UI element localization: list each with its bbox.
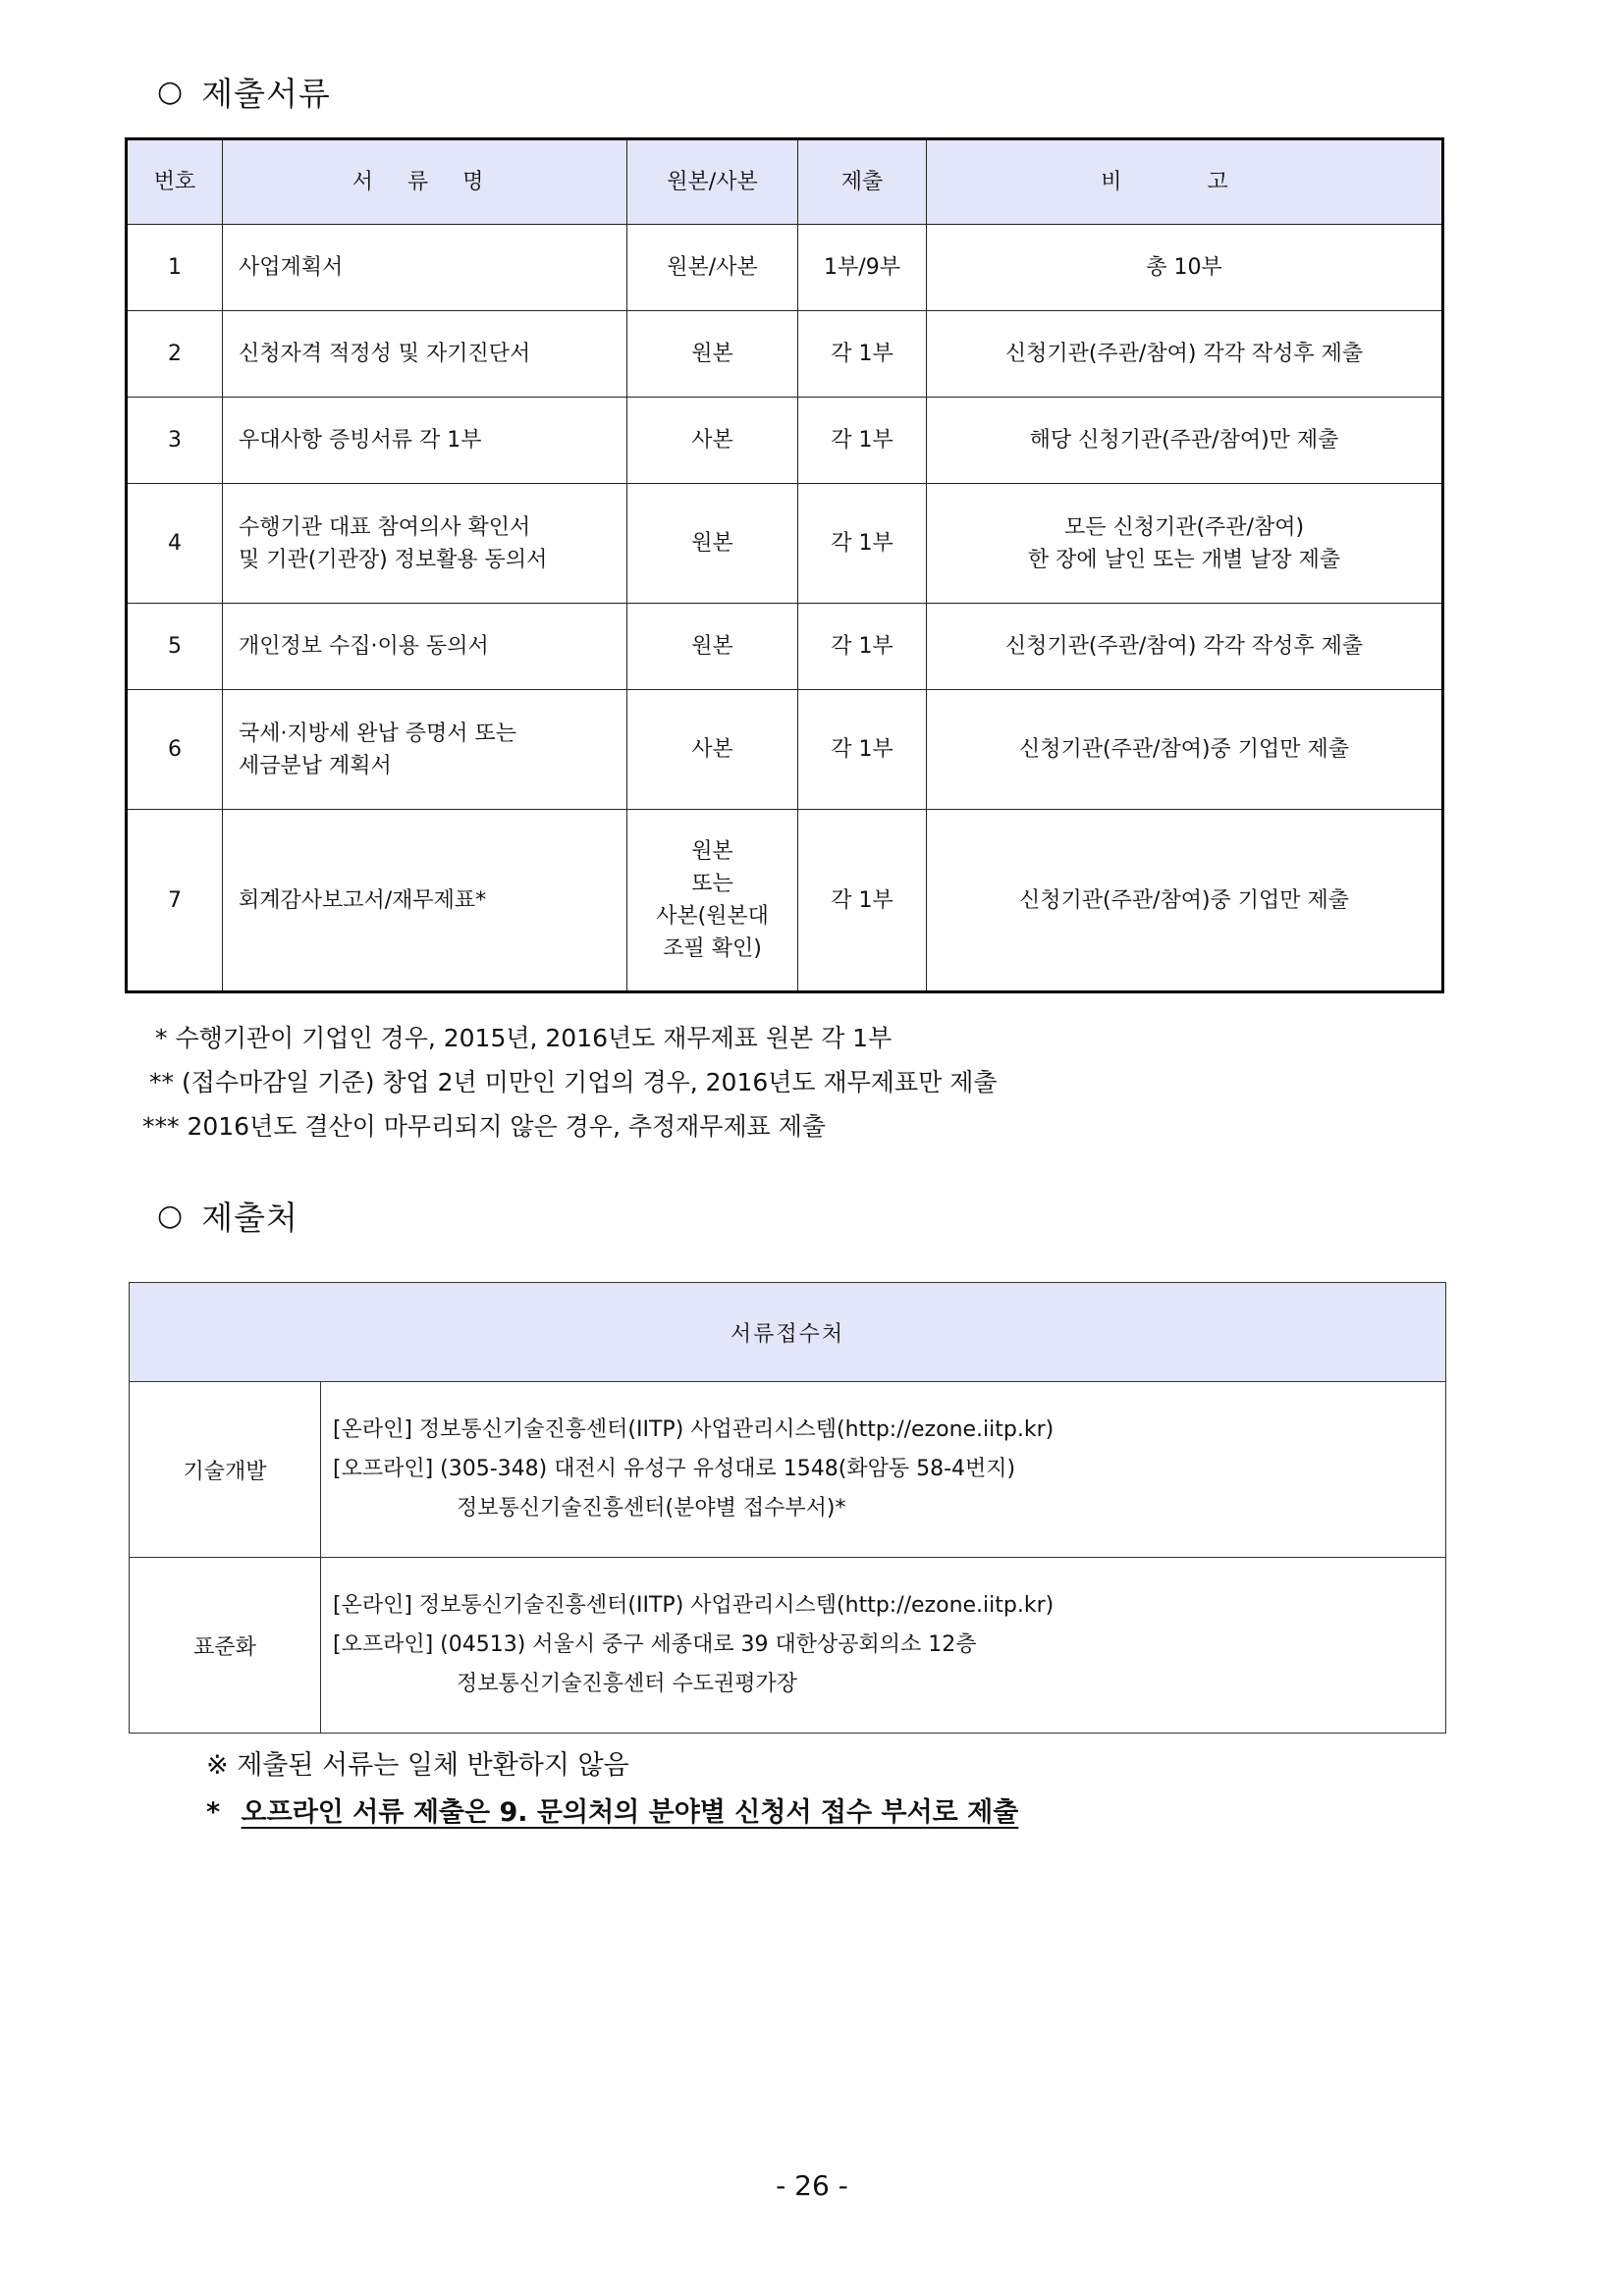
row-type: 원본 또는 사본(원본대 조필 확인) bbox=[627, 810, 798, 992]
table-row bbox=[130, 1558, 1446, 1734]
section-heading-destination bbox=[157, 1193, 298, 1239]
row-count: 각 1부 bbox=[798, 398, 927, 484]
documents-table bbox=[125, 137, 1444, 993]
row-count: 각 1부 bbox=[798, 604, 927, 690]
header-type: 원본/사본 bbox=[627, 139, 798, 225]
circle-bullet-icon: ○ bbox=[157, 1199, 185, 1233]
row-note: 모든 신청기관(주관/참여) 한 장에 날인 또는 개별 날장 제출 bbox=[927, 484, 1443, 604]
section-title: 제출서류 bbox=[201, 75, 331, 113]
row-name: 우대사항 증빙서류 각 1부 bbox=[223, 398, 627, 484]
row-count: 각 1부 bbox=[798, 311, 927, 398]
table-header-row bbox=[127, 139, 1443, 225]
row-no: 5 bbox=[127, 604, 223, 690]
row-count: 각 1부 bbox=[798, 690, 927, 810]
row-name: 수행기관 대표 참여의사 확인서 및 기관(기관장) 정보활용 동의서 bbox=[223, 484, 627, 604]
header-name: 서 류 명 bbox=[223, 139, 627, 225]
note-line: * 수행기관이 기업인 경우, 2015년, 2016년도 재무제표 원본 각 1부 bbox=[155, 1024, 893, 1052]
section-title: 제출처 bbox=[201, 1199, 298, 1237]
table-notes bbox=[142, 1016, 998, 1148]
section-heading-documents bbox=[157, 69, 331, 115]
header-count: 제출 bbox=[798, 139, 927, 225]
row-type: 사본 bbox=[627, 690, 798, 810]
row-type: 원본 bbox=[627, 484, 798, 604]
category-label: 기술개발 bbox=[130, 1382, 321, 1558]
table-header-row bbox=[130, 1283, 1446, 1382]
row-no: 4 bbox=[127, 484, 223, 604]
row-type: 원본/사본 bbox=[627, 225, 798, 311]
row-type: 사본 bbox=[627, 398, 798, 484]
submission-destination-table bbox=[129, 1282, 1446, 1734]
page-number: - 26 - bbox=[776, 2169, 848, 2202]
table-row bbox=[127, 690, 1443, 810]
destination-lines: [온라인] 정보통신기술진흥센터(IITP) 사업관리시스템(http://ezone.iitp.kr) [오프라인] (305-348) 대전시 유성구 유성대로 1548(화암동 58-4번지) 정보통신기술진흥센터(분야별 접수부서)* bbox=[321, 1382, 1446, 1558]
footnotes bbox=[206, 1742, 1018, 1837]
row-note: 총 10부 bbox=[927, 225, 1443, 311]
header-no: 번호 bbox=[127, 139, 223, 225]
row-no: 6 bbox=[127, 690, 223, 810]
category-label: 표준화 bbox=[130, 1558, 321, 1734]
table-row bbox=[127, 810, 1443, 992]
note-line: ** (접수마감일 기준) 창업 2년 미만인 기업의 경우, 2016년도 재무제표만 제출 bbox=[149, 1068, 998, 1096]
table-row bbox=[127, 225, 1443, 311]
row-type: 원본 bbox=[627, 311, 798, 398]
row-count: 각 1부 bbox=[798, 484, 927, 604]
table-row bbox=[127, 484, 1443, 604]
footnote-offline-submission bbox=[206, 1789, 1018, 1837]
table-row bbox=[127, 311, 1443, 398]
row-no: 3 bbox=[127, 398, 223, 484]
asterisk-mark: * bbox=[206, 1797, 221, 1828]
footnote-offline-text: 오프라인 서류 제출은 9. 문의처의 분야별 신청서 접수 부서로 제출 bbox=[241, 1797, 1019, 1828]
header-destination: 서류접수처 bbox=[130, 1283, 1446, 1382]
row-count: 각 1부 bbox=[798, 810, 927, 992]
row-note: 신청기관(주관/참여)중 기업만 제출 bbox=[927, 810, 1443, 992]
destination-lines: [온라인] 정보통신기술진흥센터(IITP) 사업관리시스템(http://ezone.iitp.kr) [오프라인] (04513) 서울시 중구 세종대로 39 대한상공회의소 12층 정보통신기술진흥센터 수도권평가장 bbox=[321, 1558, 1446, 1734]
table-row bbox=[130, 1382, 1446, 1558]
row-no: 1 bbox=[127, 225, 223, 311]
row-type: 원본 bbox=[627, 604, 798, 690]
row-note: 신청기관(주관/참여)중 기업만 제출 bbox=[927, 690, 1443, 810]
note-line: *** 2016년도 결산이 마무리되지 않은 경우, 추정재무제표 제출 bbox=[142, 1112, 826, 1141]
row-no: 7 bbox=[127, 810, 223, 992]
row-note: 해당 신청기관(주관/참여)만 제출 bbox=[927, 398, 1443, 484]
row-note: 신청기관(주관/참여) 각각 작성후 제출 bbox=[927, 311, 1443, 398]
row-count: 1부/9부 bbox=[798, 225, 927, 311]
table-row bbox=[127, 398, 1443, 484]
header-note: 비 고 bbox=[927, 139, 1443, 225]
table-row bbox=[127, 604, 1443, 690]
row-name: 신청자격 적정성 및 자기진단서 bbox=[223, 311, 627, 398]
row-no: 2 bbox=[127, 311, 223, 398]
row-name: 개인정보 수집·이용 동의서 bbox=[223, 604, 627, 690]
row-name: 사업계획서 bbox=[223, 225, 627, 311]
row-name: 회계감사보고서/재무제표* bbox=[223, 810, 627, 992]
circle-bullet-icon: ○ bbox=[157, 75, 185, 109]
footnote-no-return: ※ 제출된 서류는 일체 반환하지 않음 bbox=[206, 1750, 629, 1781]
row-note: 신청기관(주관/참여) 각각 작성후 제출 bbox=[927, 604, 1443, 690]
row-name: 국세·지방세 완납 증명서 또는 세금분납 계획서 bbox=[223, 690, 627, 810]
